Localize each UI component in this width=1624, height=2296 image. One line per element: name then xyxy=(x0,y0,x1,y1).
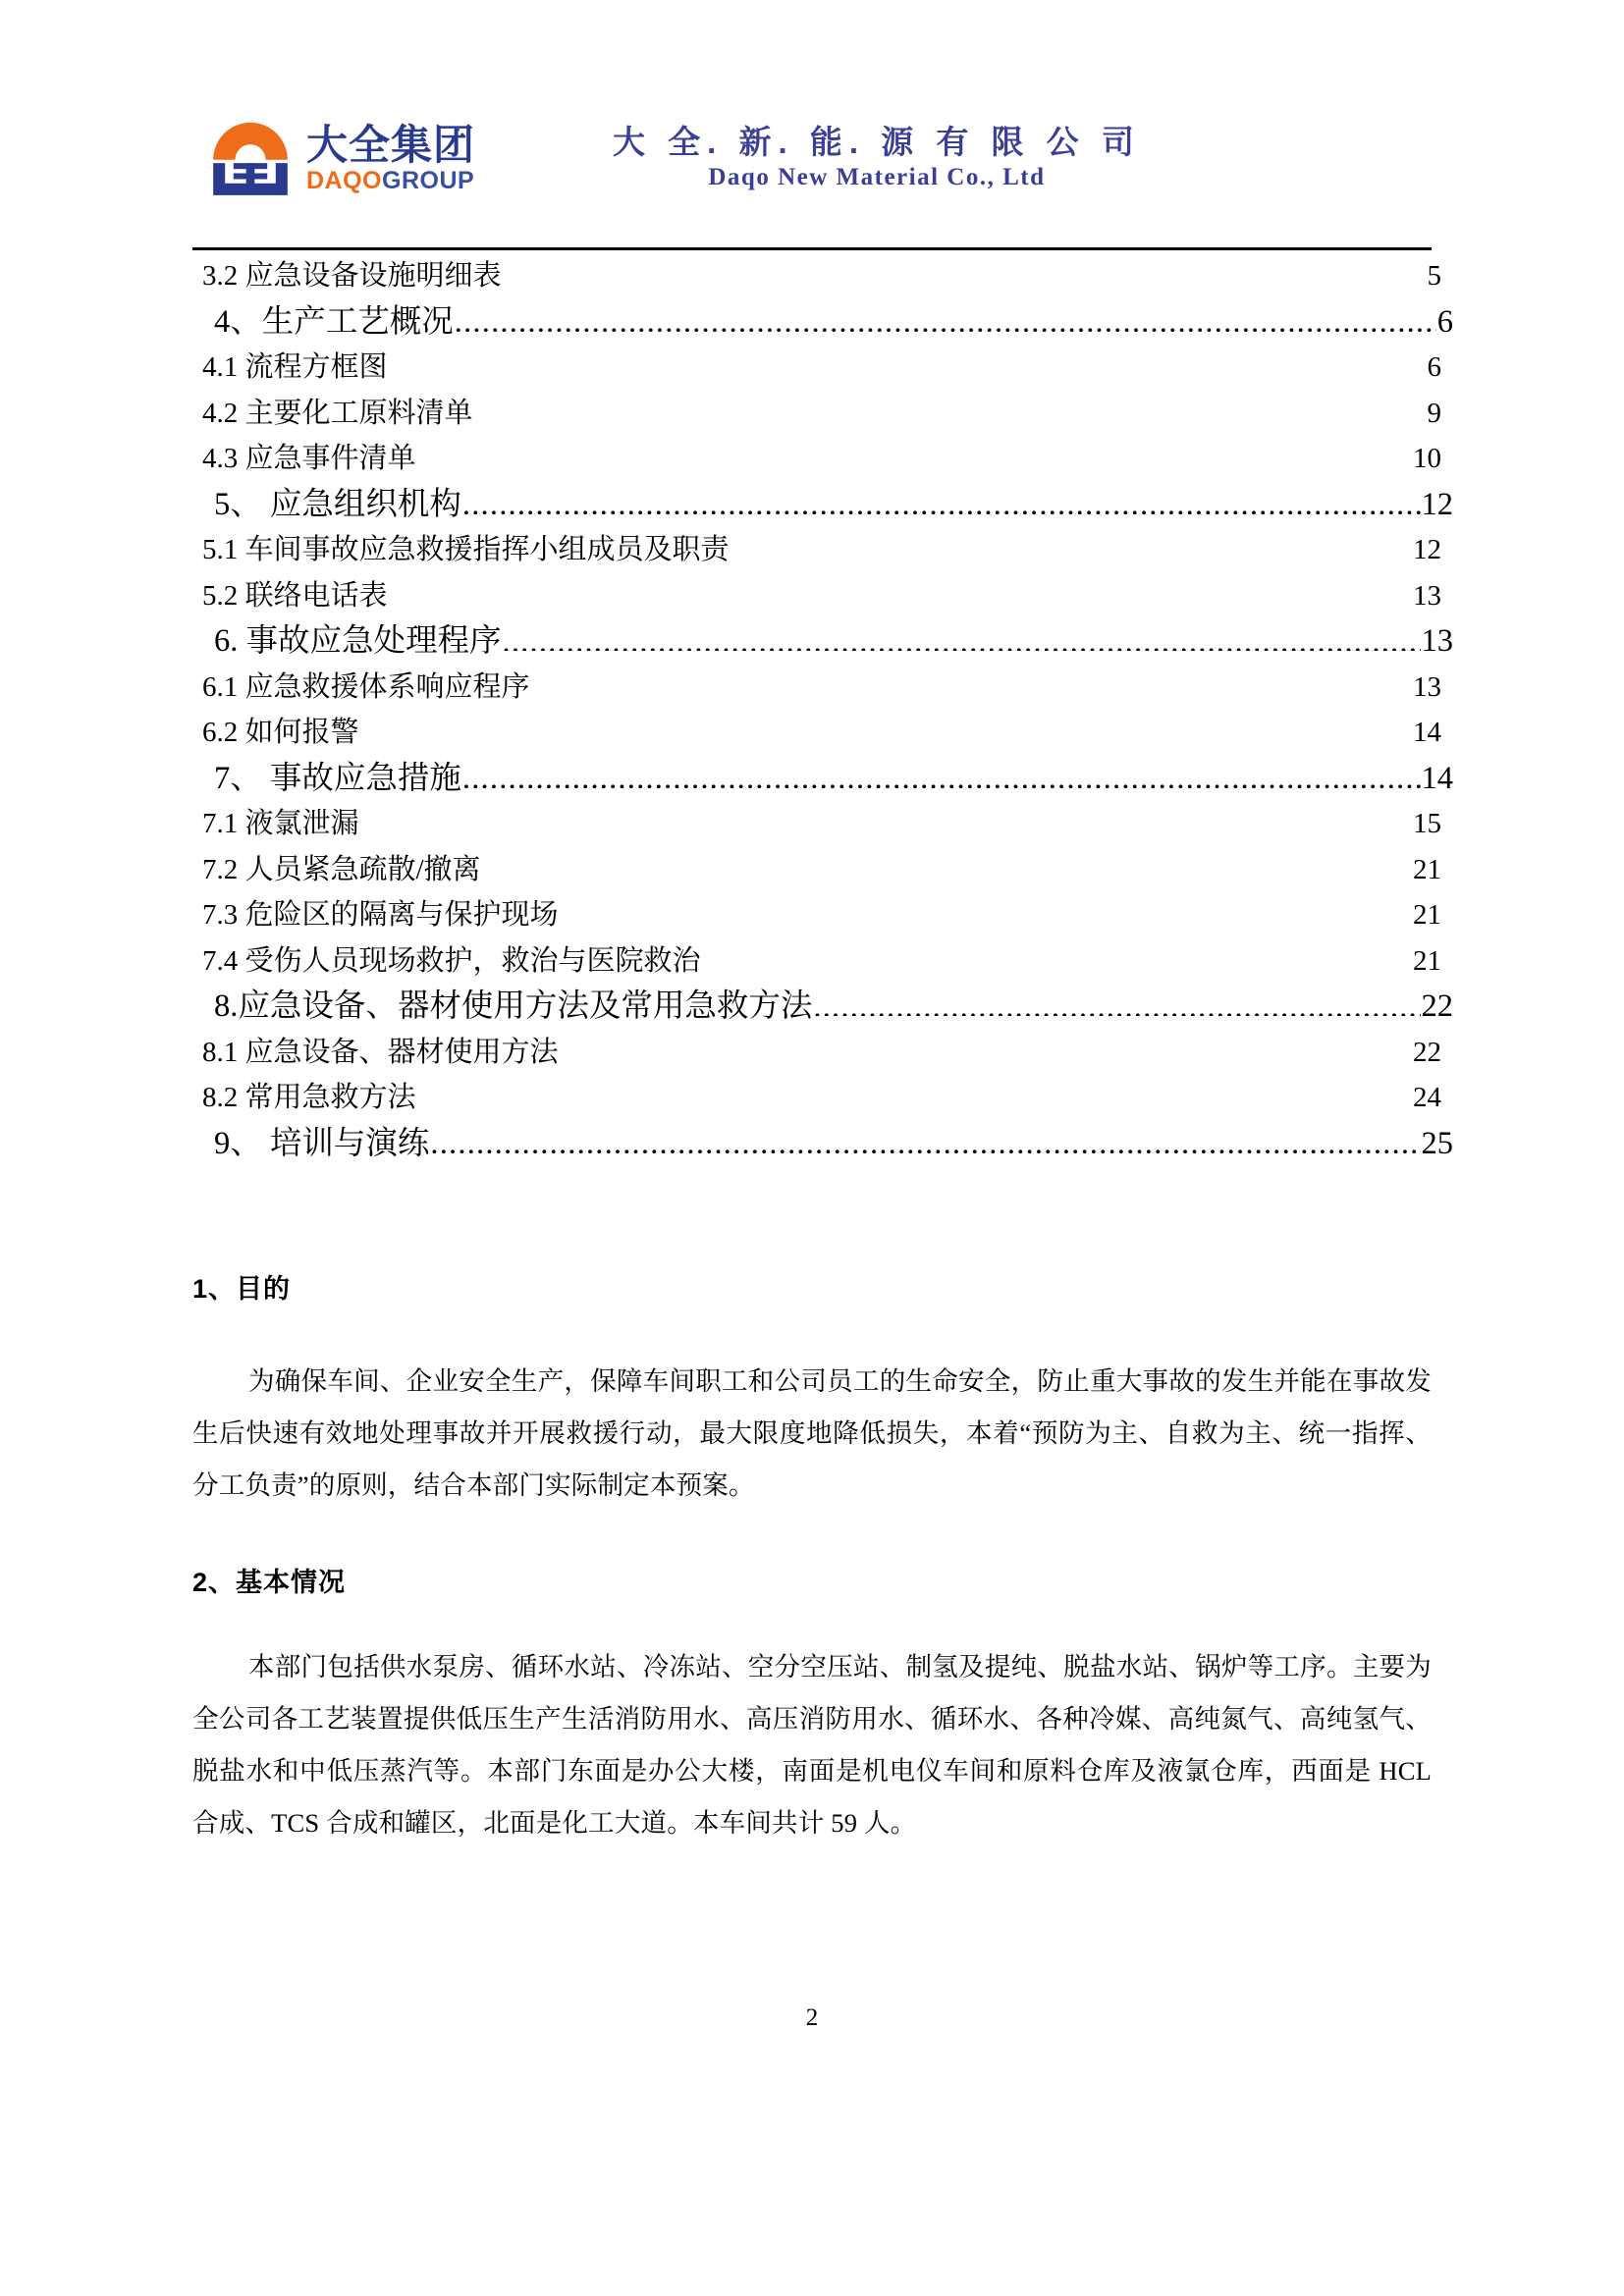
toc-entry-label: 5.1 车间事故应急救援指挥小组成员及职责 xyxy=(202,534,730,565)
footer-page-number: 2 xyxy=(805,2004,819,2031)
logo-english-group: GROUP xyxy=(382,166,475,194)
header-divider-rule xyxy=(192,247,1432,250)
toc-entry[interactable] xyxy=(192,892,1441,938)
toc-entry-label: 7.4 受伤人员现场救护，救治与医院救治 xyxy=(202,944,701,977)
toc-leader-dots xyxy=(474,394,1427,422)
toc-entry-page-number: 12 xyxy=(1421,486,1453,522)
toc-entry[interactable] xyxy=(192,436,1441,482)
toc-entry-label: 6.2 如何报警 xyxy=(202,717,359,748)
toc-entry-label: 7.2 人员紧急疏散/撤离 xyxy=(202,853,481,885)
toc-entry[interactable] xyxy=(192,345,1441,391)
toc-leader-dots xyxy=(360,804,1412,832)
logo-wordmark xyxy=(306,121,476,194)
toc-entry[interactable] xyxy=(192,527,1441,573)
toc-entry-label: 6.1 应急救援体系响应程序 xyxy=(202,670,530,703)
toc-entry-label: 4.3 应急事件清单 xyxy=(202,443,416,474)
toc-entry[interactable] xyxy=(192,984,1453,1030)
daqo-group-logo-icon xyxy=(208,116,293,200)
company-name-english: Daqo New Material Co., Ltd xyxy=(708,164,1046,190)
toc-entry-page-number: 13 xyxy=(1413,670,1441,703)
toc-entry-page-number: 14 xyxy=(1413,717,1441,748)
toc-entry-page-number: 24 xyxy=(1413,1082,1441,1113)
toc-entry[interactable] xyxy=(192,665,1441,711)
toc-entry-label: 7.1 液氯泄漏 xyxy=(202,808,359,839)
section-paragraph-basic-info: 本部门包括供水泵房、循环水站、冷冻站、空分空压站、制氢及提纯、脱盐水站、锅炉等工序。主要为全公司各工艺装置提供低压生产生活消防用水、高压消防用水、循环水、各种冷媒、高纯氮气、高纯氢气、脱盐水和中低压蒸汽等。本部门东面是办公大楼，南面是机电仪车间和原料仓库及液氯仓库，西面是 HCL 合成、TCS 合成和罐区，北面是化工大道。本车间共计 59 人。 xyxy=(192,1652,1432,1838)
toc-leader-dots xyxy=(462,482,1421,514)
toc-entry[interactable] xyxy=(192,847,1441,893)
toc-entry-page-number: 6 xyxy=(1436,303,1453,340)
toc-entry-page-number: 21 xyxy=(1413,899,1441,931)
toc-leader-dots xyxy=(482,850,1412,879)
toc-entry-label: 5.2 联络电话表 xyxy=(202,579,388,612)
toc-entry-page-number: 25 xyxy=(1421,1125,1453,1161)
section-heading-purpose: 1、目的 xyxy=(192,1274,292,1304)
toc-leader-dots xyxy=(462,756,1421,788)
toc-leader-dots xyxy=(389,576,1412,605)
toc-entry-label: 4.1 流程方框图 xyxy=(202,351,388,383)
toc-entry[interactable] xyxy=(192,299,1453,346)
toc-entry-label: 6. 事故应急处理程序 xyxy=(214,623,502,659)
toc-leader-dots xyxy=(430,1121,1420,1153)
company-logo xyxy=(208,116,542,200)
toc-entry[interactable] xyxy=(192,1121,1453,1167)
toc-entry-label: 9、 培训与演练 xyxy=(214,1125,430,1161)
toc-leader-dots xyxy=(813,985,1420,1017)
toc-entry-page-number: 22 xyxy=(1421,988,1453,1024)
toc-entry-label: 3.2 应急设备设施明细表 xyxy=(202,260,502,292)
toc-entry[interactable] xyxy=(192,618,1453,665)
toc-entry[interactable] xyxy=(192,1030,1441,1076)
toc-entry[interactable] xyxy=(192,1075,1441,1121)
document-header xyxy=(0,94,1624,222)
toc-entry-label: 7.3 危险区的隔离与保护现场 xyxy=(202,899,559,931)
toc-leader-dots xyxy=(731,530,1412,559)
section-paragraph-purpose: 为确保车间、企业安全生产，保障车间职工和公司员工的生命安全，防止重大事故的发生并能在事故发生后快速有效地处理事故并开展救援行动，最大限度地降低损失，本着“预防为主、自救为主、统一指挥、分工负责”的原则，结合本部门实际制定本预案。 xyxy=(192,1366,1432,1500)
toc-leader-dots xyxy=(702,941,1412,970)
toc-entry[interactable] xyxy=(192,756,1453,802)
toc-leader-dots xyxy=(503,256,1427,285)
section-heading-basic-info: 2、基本情况 xyxy=(192,1568,347,1597)
toc-entry-page-number: 15 xyxy=(1413,808,1441,839)
table-of-contents xyxy=(192,253,1453,1166)
logo-english-name xyxy=(306,168,475,193)
toc-entry-page-number: 10 xyxy=(1413,443,1441,474)
toc-entry-page-number: 22 xyxy=(1413,1036,1441,1068)
toc-entry-label: 5、 应急组织机构 xyxy=(214,486,461,522)
toc-entry-label: 8.应急设备、器材使用方法及常用急救方法 xyxy=(214,988,813,1024)
toc-leader-dots xyxy=(560,895,1412,924)
toc-entry-label: 8.1 应急设备、器材使用方法 xyxy=(202,1036,559,1068)
toc-entry[interactable] xyxy=(192,938,1441,985)
toc-leader-dots xyxy=(417,439,1412,467)
toc-leader-dots xyxy=(360,713,1412,741)
toc-entry-page-number: 13 xyxy=(1421,623,1453,659)
company-name-block xyxy=(613,123,1141,193)
toc-entry[interactable] xyxy=(192,482,1453,528)
toc-entry-label: 8.2 常用急救方法 xyxy=(202,1082,416,1113)
toc-leader-dots xyxy=(455,299,1436,332)
company-name-chinese: 大 全. 新. 能. 源 有 限 公 司 xyxy=(613,124,1141,160)
toc-leader-dots xyxy=(417,1078,1412,1106)
toc-entry-page-number: 9 xyxy=(1427,397,1441,429)
logo-chinese-name: 大全集团 xyxy=(306,121,476,168)
toc-entry-label: 4.2 主要化工原料清单 xyxy=(202,397,473,429)
toc-entry[interactable] xyxy=(192,710,1441,756)
toc-entry-label: 4、生产工艺概况 xyxy=(214,303,454,340)
toc-entry-page-number: 14 xyxy=(1421,760,1453,796)
toc-leader-dots xyxy=(560,1033,1412,1061)
toc-entry[interactable] xyxy=(192,253,1441,299)
toc-leader-dots xyxy=(531,667,1412,696)
toc-entry[interactable] xyxy=(192,801,1441,847)
toc-entry[interactable] xyxy=(192,391,1441,437)
toc-entry-page-number: 5 xyxy=(1427,260,1441,292)
toc-entry-page-number: 21 xyxy=(1413,853,1441,885)
toc-entry-page-number: 21 xyxy=(1413,944,1441,977)
toc-leader-dots xyxy=(503,619,1421,652)
logo-english-daqo: DAQO xyxy=(306,166,382,194)
toc-entry-page-number: 6 xyxy=(1427,351,1441,383)
toc-leader-dots xyxy=(389,347,1427,376)
toc-entry[interactable] xyxy=(192,573,1441,619)
toc-entry-page-number: 13 xyxy=(1413,579,1441,612)
toc-entry-page-number: 12 xyxy=(1413,534,1441,565)
toc-entry-label: 7、 事故应急措施 xyxy=(214,760,461,796)
